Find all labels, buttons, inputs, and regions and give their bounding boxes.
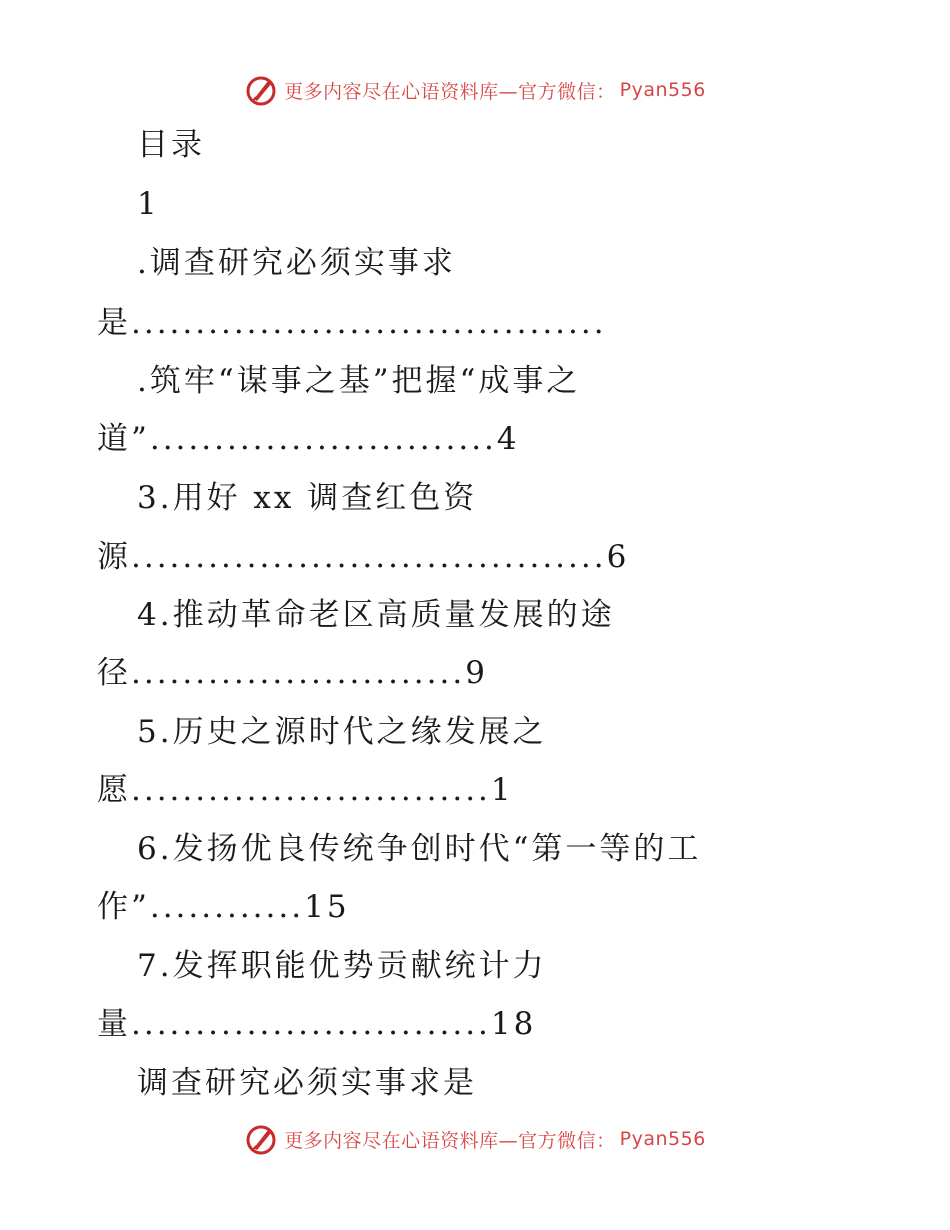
toc-entry-title: .调查研究必须实事求	[137, 245, 456, 281]
toc-entry-leader: 愿............................1	[97, 772, 514, 808]
toc-entry-title: 5.历史之源时代之缘发展之	[137, 714, 547, 750]
banner-wechat-id: Pyan556	[619, 1128, 706, 1150]
toc-heading: 目录	[137, 127, 205, 163]
banner-text: 更多内容尽在心语资料库—官方微信：	[284, 80, 616, 103]
banner-content	[244, 1122, 706, 1156]
toc-entry-leader: 量............................18	[97, 1006, 537, 1042]
banner-wechat-id: Pyan556	[619, 79, 706, 101]
toc-entry-leader: 道”...........................4	[97, 421, 520, 457]
banner-text: 更多内容尽在心语资料库—官方微信：	[284, 1129, 616, 1152]
header-banner	[0, 70, 950, 110]
section-title: 调查研究必须实事求是	[137, 1065, 477, 1101]
toc-entry-leader: 源.....................................6	[97, 539, 630, 575]
footer-banner	[0, 1119, 950, 1159]
toc-entry-title: 3.用好 xx 调查红色资	[137, 480, 478, 516]
toc-entry-leader: 是.....................................	[97, 305, 607, 341]
quill-logo-icon	[244, 1122, 278, 1156]
quill-logo-icon	[244, 73, 278, 107]
toc-number: 1	[137, 186, 160, 222]
toc-entry-title: .筑牢“谋事之基”把握“成事之	[137, 363, 581, 399]
toc-entry-title: 6.发扬优良传统争创时代“第一等的工	[137, 831, 702, 867]
banner-content	[244, 73, 706, 107]
toc-entry-title: 7.发挥职能优势贡献统计力	[137, 948, 547, 984]
toc-entry-leader: 作”............15	[97, 889, 350, 925]
toc-entry-leader: 径..........................9	[97, 655, 488, 691]
toc-entry-title: 4.推动革命老区高质量发展的途	[137, 597, 615, 633]
